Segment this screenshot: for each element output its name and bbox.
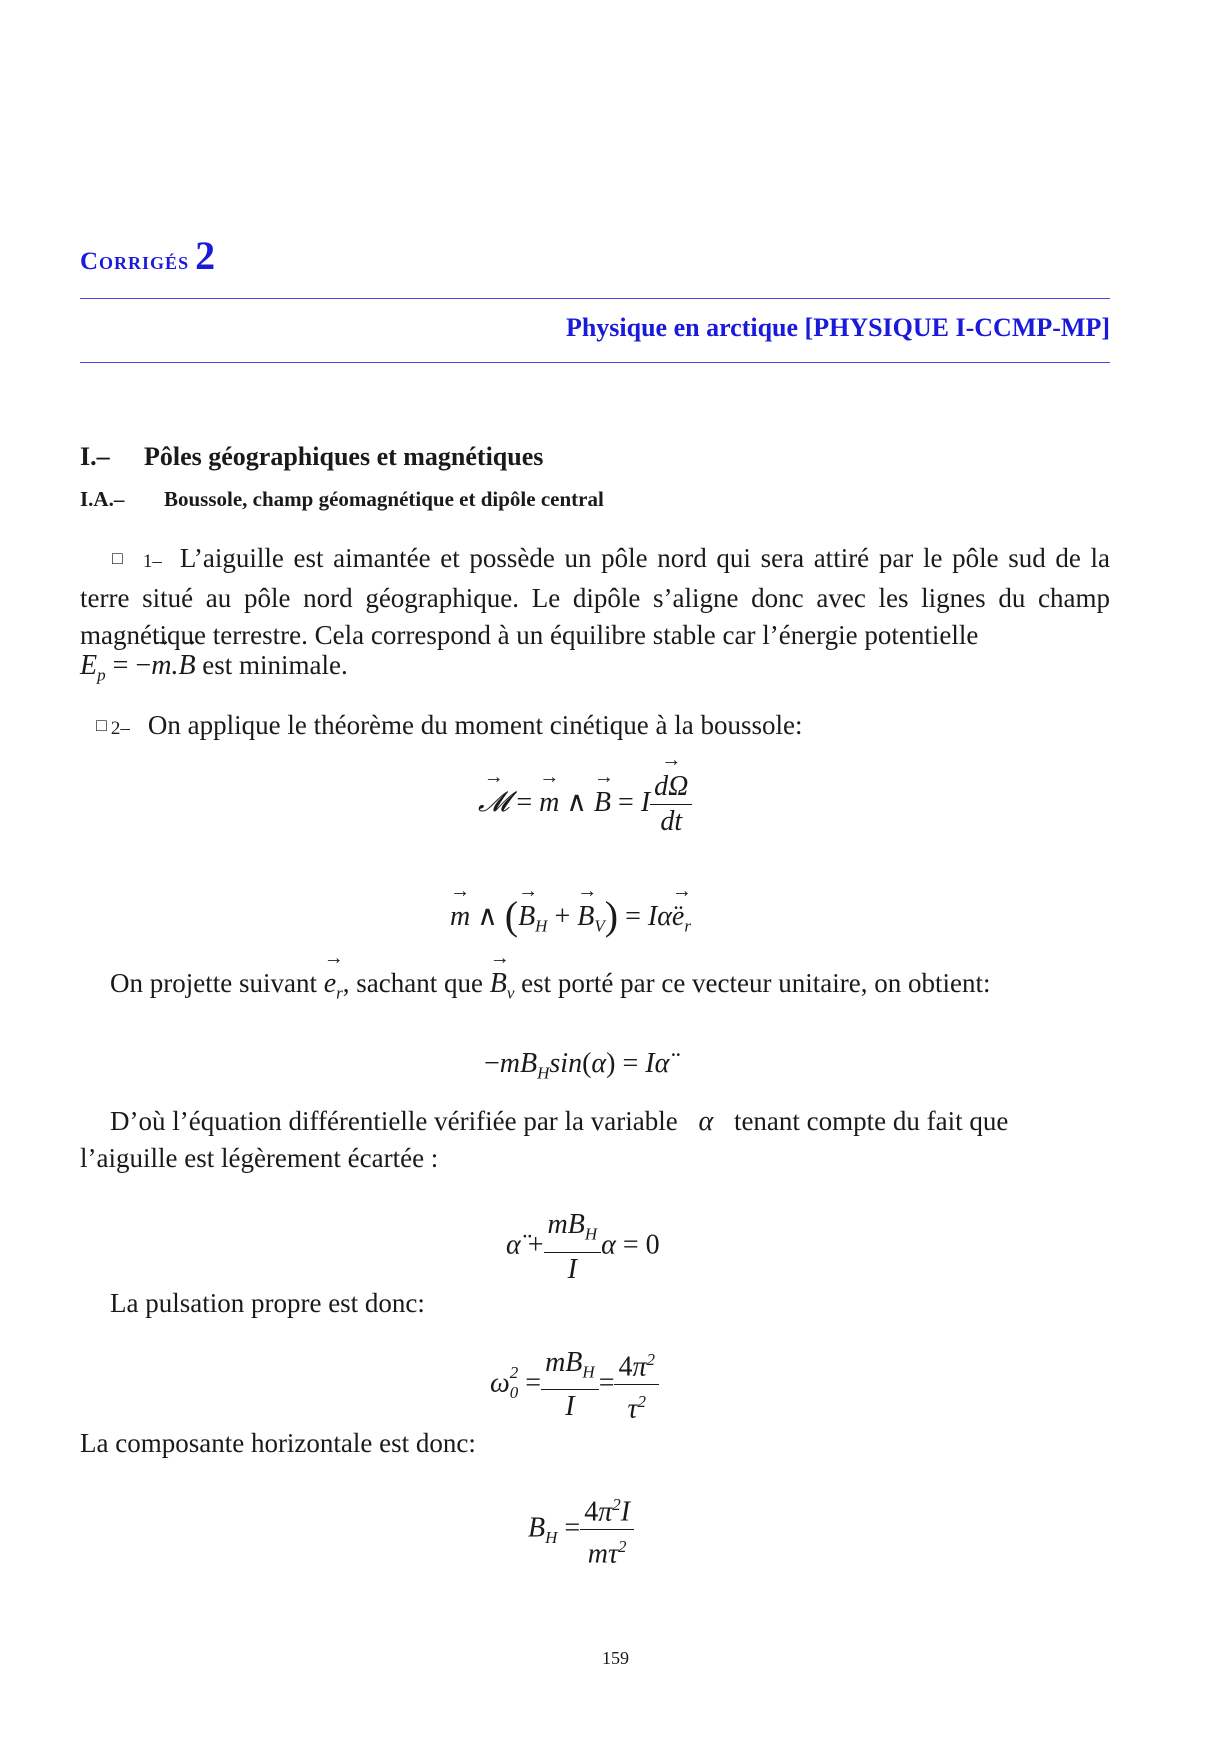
equation-projection-vector: → m ∧ (→ $B_H$ + → $B_V$) = Iα̈→ $e_r$ xyxy=(450,892,691,939)
vector-bv: → $B_v$ xyxy=(490,968,515,999)
header-rule-bottom xyxy=(80,362,1110,363)
header-rule-top xyxy=(80,298,1110,299)
question-1-number: 1– xyxy=(142,551,162,572)
unit-vector-er: → $e_r$ xyxy=(324,968,343,999)
projection-text-c: est porté par ce vecteur unitaire, on obtient: xyxy=(521,968,991,998)
section-title: Pôles géographiques et magnétiques xyxy=(144,442,544,471)
subsection-number: I.A.– xyxy=(80,487,125,511)
question-1-checkbox-icon: □ xyxy=(112,548,123,568)
equation-pulsation: ω $_{2 0}$ = $\frac{mB_H}{I}$ = $\frac{4\pi^2}{\tau^2}$ xyxy=(490,1343,659,1427)
question-2-number: 2– xyxy=(110,718,130,739)
equation-scalar-projection: $-mB_H\sin(\alpha)$ = Iα̈ xyxy=(484,1048,670,1083)
variable-alpha: α xyxy=(698,1106,714,1137)
diff-eq-intro-line-2: l’aiguille est légèrement écartée : xyxy=(80,1143,439,1173)
horizontal-component-text: La composante horizontale est donc: xyxy=(80,1428,476,1458)
subject-title: Physique en arctique [PHYSIQUE I-CCMP-MP] xyxy=(565,313,1110,342)
chapter-number: 2 xyxy=(195,233,216,278)
diff-eq-intro-text: D’où l’équation différentielle vérifiée par la variable xyxy=(110,1106,678,1136)
equation-horizontal-field: $B_H$ = $\frac{4\pi^2I}{m\tau^2}$ xyxy=(528,1488,634,1572)
subsection-title: Boussole, champ géomagnétique et dipôle central xyxy=(164,487,604,511)
question-1-text: L’aiguille est aimantée et possède un pôle nord qui sera attiré par le pôle sud de la terre situé au pôle nord géographique. Le dipôle s’aligne donc avec les lignes du champ magnétique terrestre. Cela correspond à un équilibre stable car l’énergie potentielle xyxy=(80,543,1110,650)
question-2-text: On applique le théorème du moment cinétique à la boussole: xyxy=(147,710,803,740)
question-1-formula-line xyxy=(80,650,348,686)
subsection-heading xyxy=(80,487,604,512)
question-1-paragraph xyxy=(80,540,1110,654)
projection-text-b: , sachant que xyxy=(342,968,483,998)
diff-eq-intro-line-1 xyxy=(110,1106,1008,1138)
projection-text-a: On projette suivant xyxy=(110,968,317,998)
chapter-word: Corrigés xyxy=(80,248,190,275)
equation-moment: → 𝓜 = → m ∧ → B = I → $\frac{d\Omega}{dt}$ xyxy=(478,770,692,839)
question-2-line xyxy=(96,710,802,741)
section-number: I.– xyxy=(80,442,110,471)
question-2-checkbox-icon: □ xyxy=(96,715,107,735)
projection-line xyxy=(110,968,990,1004)
chapter-heading xyxy=(80,232,215,279)
pulsation-text: La pulsation propre est donc: xyxy=(110,1288,425,1318)
section-heading xyxy=(80,442,543,472)
page-number: 159 xyxy=(602,1648,629,1668)
diff-eq-intro-end: tenant compte du fait que xyxy=(733,1106,1009,1136)
potential-energy-formula: $E_p$ = −→ m.→ B xyxy=(80,650,196,681)
equation-differential: α̈ + $\frac{mB_H}{I}$ α = 0 xyxy=(506,1209,660,1285)
question-1-end-text: est minimale. xyxy=(202,650,348,680)
